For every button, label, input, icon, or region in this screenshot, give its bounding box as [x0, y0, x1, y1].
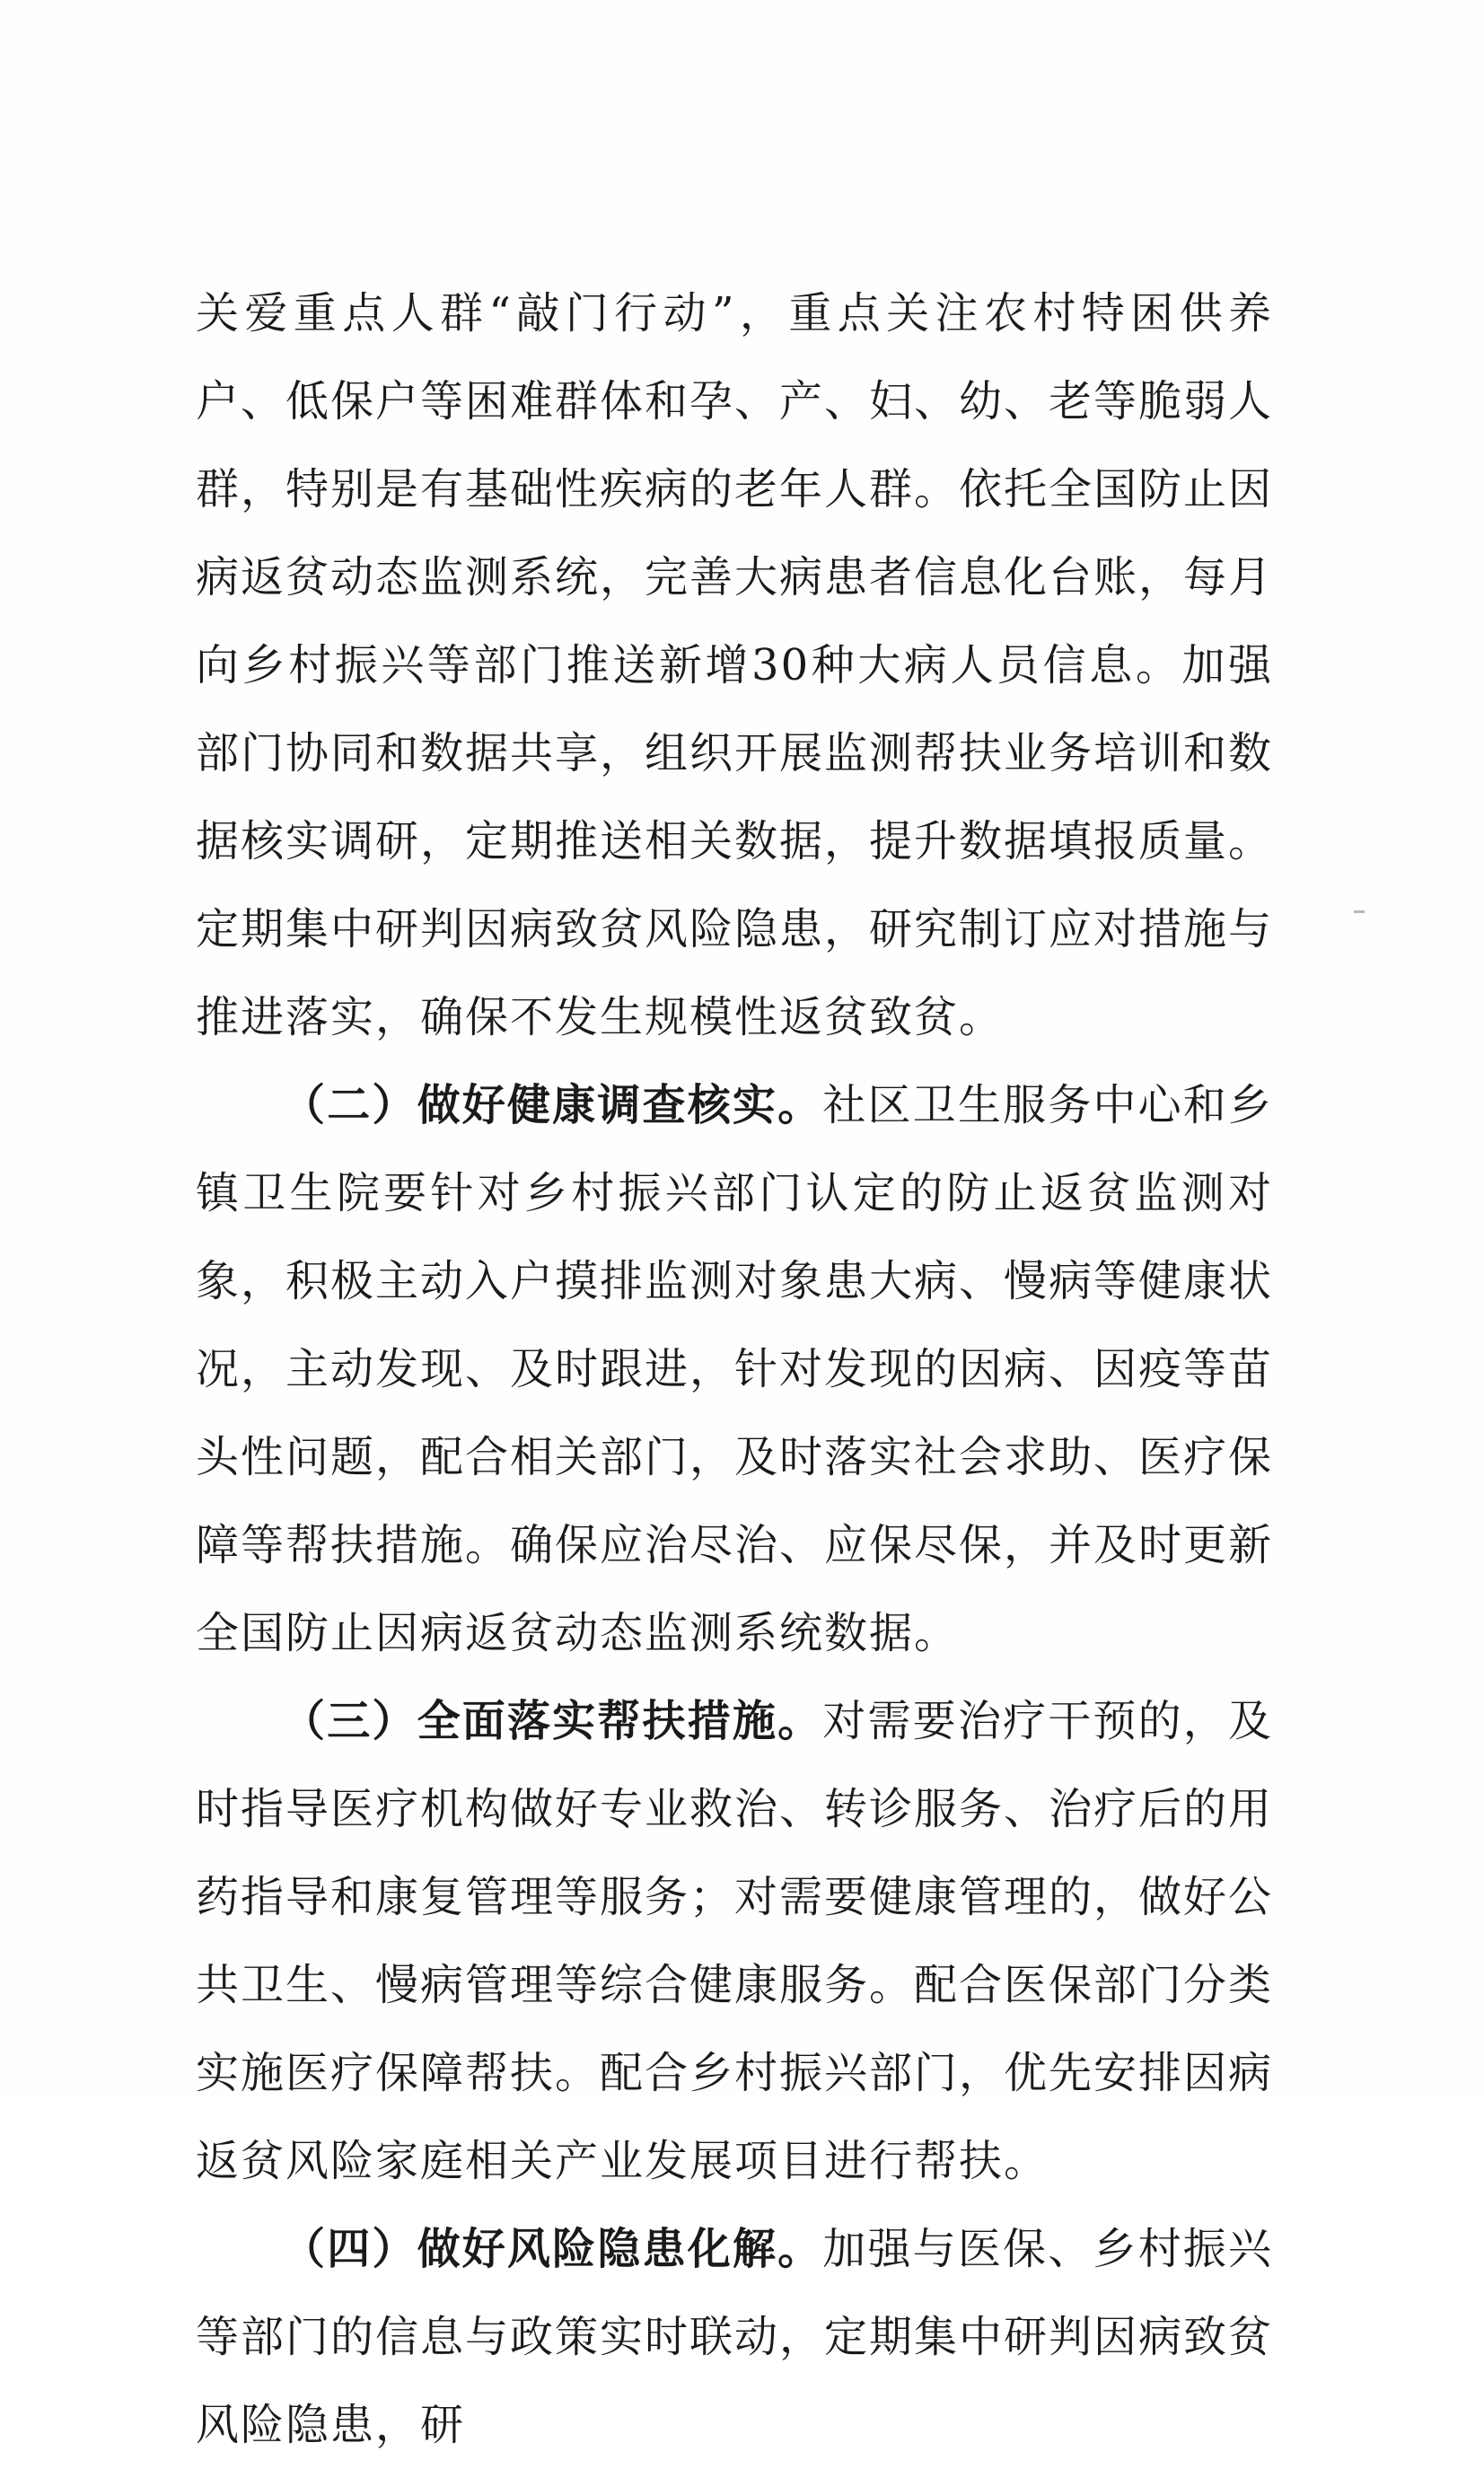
- document-body: [196, 269, 1273, 2469]
- paragraph-body: 加强与医保、乡村振兴等部门的信息与政策实时联动，定期集中研判因病致贫风险隐患，研: [196, 2224, 1274, 2450]
- paragraph-risk-resolution: [196, 2205, 1273, 2469]
- section-heading-assistance-measures: （三）全面落实帮扶措施。: [282, 1696, 823, 1746]
- section-heading-health-survey: （二）做好健康调查核实。: [282, 1080, 823, 1130]
- section-heading-risk-resolution: （四）做好风险隐患化解。: [282, 2224, 823, 2274]
- paragraph-continuation: [196, 269, 1273, 1061]
- paragraph-body: 社区卫生服务中心和乡镇卫生院要针对乡村振兴部门认定的防止返贫监测对象，积极主动入户摸排监测对象患大病、慢病等健康状况，主动发现、及时跟进，针对发现的因病、因疫等苗头性问题，配合相关部门，及时落实社会求助、医疗保障等帮扶措施。确保应治尽治、应保尽保，并及时更新全国防止因病返贫动态监测系统数据。: [196, 1080, 1274, 1658]
- paragraph-assistance-measures: [196, 1677, 1273, 2205]
- paragraph-body: 对需要治疗干预的，及时指导医疗机构做好专业救治、转诊服务、治疗后的用药指导和康复管理等服务；对需要健康管理的，做好公共卫生、慢病管理等综合健康服务。配合医保部门分类实施医疗保障帮扶。配合乡村振兴部门，优先安排因病返贫风险家庭相关产业发展项目进行帮扶。: [196, 1696, 1274, 2186]
- paragraph-body: 关爱重点人群“敲门行动”，重点关注农村特困供养户、低保户等困难群体和孕、产、妇、幼、老等脆弱人群，特别是有基础性疾病的老年人群。依托全国防止因病返贫动态监测系统，完善大病患者信息化台账，每月向乡村振兴等部门推送新增30种大病人员信息。加强部门协同和数据共享，组织开展监测帮扶业务培训和数据核实调研，定期推送相关数据，提升数据填报质量。定期集中研判因病致贫风险隐患，研究制订应对措施与推进落实，确保不发生规模性返贫致贫。: [196, 288, 1274, 1042]
- scan-artifact: [1354, 910, 1365, 913]
- paragraph-health-survey: [196, 1061, 1273, 1677]
